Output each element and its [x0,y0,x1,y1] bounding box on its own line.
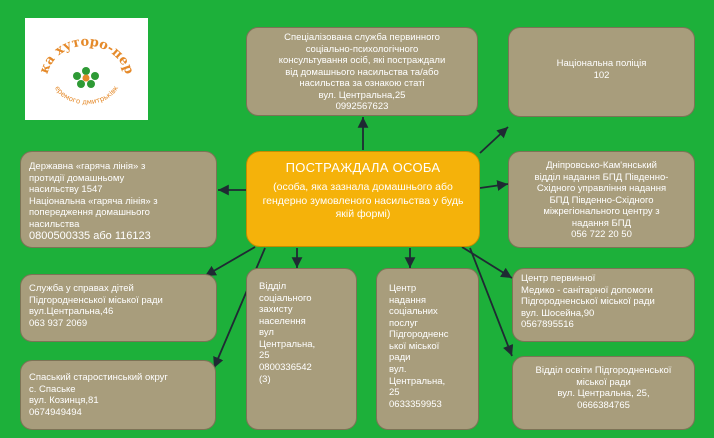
social-protection-line: Центральна, [259,338,316,350]
children-service-box [20,274,217,342]
social-protection-box [246,268,357,430]
spaske-line: Спаський старостинський округ [29,372,168,383]
legal-aid-line: БПД Південно-Східного [549,194,654,206]
center-subtitle: (особа, яка зазнала домашнього або гендерно зумовленого насильства у будь якій формі) [262,181,464,221]
social-protection-line: 25 [259,350,270,362]
medical-center-phone: 0567895516 [521,319,574,331]
community-logo-icon [25,18,148,120]
hotline-phone: 0800500335 або 116123 [29,230,151,243]
social-protection-line: Відділ [259,281,287,292]
center-title: ПОСТРАЖДАЛА ОСОБА [285,160,441,175]
hotline-line: Державна «гаряча лінія» з [29,161,146,172]
legal-aid-box [508,151,695,248]
children-service-phone: 063 937 2069 [29,317,88,329]
logo [25,18,148,120]
social-center-line: Центр [389,283,417,294]
legal-aid-line: Дніпровсько-Кам'янський [546,160,657,171]
social-center-line: соціальних [389,306,438,318]
logo-text-top: ка хуторо-пер [36,34,137,77]
arrow-to-legal-aid [480,184,508,188]
education-line: Відділ освіти Підгородненської [535,365,672,376]
social-protection-line: захисту [259,304,293,316]
social-center-box [376,268,479,430]
psych-service-line: соціально-психологічного [305,43,419,55]
social-protection-line: соціального [259,292,312,304]
social-protection-phone: 0800336542 [259,362,312,374]
education-address: вул. Центральна, 25, [557,388,650,400]
social-center-line: 25 [389,387,400,399]
social-center-line: Центральна, [389,375,446,387]
education-line: міської ради [576,376,631,388]
children-service-address: вул.Центральна,46 [29,306,114,318]
psych-service-line: Спеціалізована служба первинного [284,32,440,43]
hotline-line: попередження домашнього [29,207,150,219]
social-center-line: надання [389,294,426,306]
psych-service-phone: 0992567623 [335,101,389,113]
social-center-phone: 0633359953 [389,398,442,410]
medical-center-line: Медико - санітарної допомоги [521,284,653,296]
arrow-to-children-service [205,247,255,276]
medical-center-address: вул. Шосейна,90 [521,307,595,319]
medical-center-box [512,268,695,342]
hotline-line: насильства [29,218,80,230]
social-center-line: ради [389,352,411,364]
social-center-line: Підгородненс [389,329,449,341]
social-center-line: послуг [389,317,418,329]
psych-service-box [246,27,478,116]
legal-aid-line: відділ надання БПД Південно- [534,171,669,183]
legal-aid-line: міжрегіонального центру з [543,206,660,218]
psych-service-line: насильства за ознакою статі [299,78,425,90]
svg-text:Спаська хуторо-перемога [25,18,136,76]
svg-text:перемого дмитрьківка [25,18,120,106]
social-protection-line: населення [259,315,306,327]
logo-text-bottom: еремого дмитрьківк [53,84,121,107]
social-center-line: ької міської [389,340,440,352]
education-phone: 0666384765 [577,399,630,411]
spaske-phone: 0674949494 [29,406,82,418]
arrow-to-police [480,127,508,153]
psych-service-line: консультування осіб, які постраждали [278,55,446,67]
spaske-line: с. Спаське [29,383,76,395]
spaske-district-box [20,360,216,430]
police-title: Національна поліція [556,58,647,69]
affected-person-box [246,151,480,247]
psych-service-line: від домашнього насильства та/або [285,66,439,78]
social-protection-line: (3) [259,373,271,385]
children-service-line: Служба у справах дітей [29,283,134,294]
legal-aid-line: надання БПД [571,217,632,229]
hotline-line: насильству 1547 [29,184,103,196]
police-phone: 102 [593,69,610,81]
social-protection-line: вул [259,327,274,339]
police-box [508,27,695,117]
legal-aid-phone: 056 722 20 50 [571,229,632,241]
social-center-line: вул. [389,364,407,376]
hotline-line: Національна «гаряча лінія» з [29,195,158,207]
legal-aid-line: Східного управління надання [536,183,667,195]
hotline-line: протидії домашньому [29,172,125,184]
education-box [512,356,695,430]
medical-center-line: Підгородненської міської ради [521,296,655,308]
children-service-line: Підгородненської міської ради [29,294,163,306]
hotline-box [20,151,217,248]
medical-center-line: Центр первинної [521,273,596,284]
psych-service-address: вул. Центральна,25 [318,89,406,101]
spaske-address: вул. Козинця,81 [29,395,99,407]
